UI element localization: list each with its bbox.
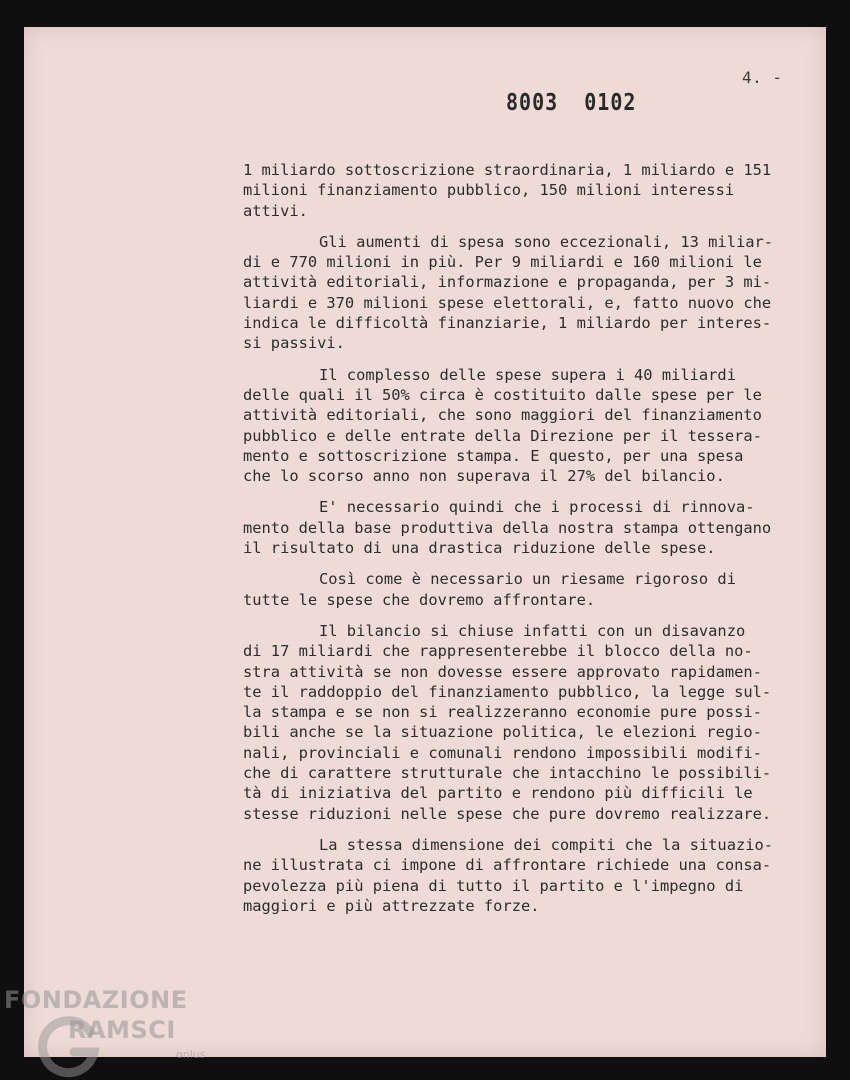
text-line: che di carattere strutturale che intacchino le possibili- xyxy=(243,764,772,783)
archive-code-stamp: 8003 0102 xyxy=(506,88,637,116)
text-line: ne illustrata ci impone di affrontare richiede una consa- xyxy=(243,856,772,875)
typed-body-text xyxy=(243,160,813,927)
text-line: stesse riduzioni nelle spese che pure dovremo realizzare. xyxy=(243,804,772,823)
watermark-line1: FONDAZIONE xyxy=(4,986,188,1014)
text-line: Il complesso delle spese supera i 40 miliardi xyxy=(319,365,736,384)
text-line: delle quali il 50% circa è costituito dalle spese per le xyxy=(243,385,762,404)
text-line: il risultato di una drastica riduzione delle spese. xyxy=(243,539,716,558)
text-line: indica le difficoltà finanziarie, 1 miliardo per interes- xyxy=(243,314,772,333)
text-line: milioni finanziamento pubblico, 150 milioni interessi xyxy=(243,181,735,200)
text-line: di e 770 milioni in più. Per 9 miliardi e 160 milioni le xyxy=(243,253,762,272)
text-line: pubblico e delle entrate della Direzione per il tessera- xyxy=(243,426,762,445)
text-line: di 17 miliardi che rappresenterebbe il blocco della no- xyxy=(243,642,753,661)
text-line: la stampa e se non si realizzeranno economie pure possi- xyxy=(243,703,762,722)
body-paragraph xyxy=(243,160,813,221)
text-line: Così come è necessario un riesame rigoroso di xyxy=(319,570,736,589)
text-line: E' necessario quindi che i processi di rinnova- xyxy=(319,498,755,517)
body-paragraph xyxy=(243,569,813,610)
text-line: te il raddoppio del finanziamento pubblico, la legge sul- xyxy=(243,682,772,701)
watermark-line2: RAMSCI xyxy=(68,1016,176,1044)
fondazione-gramsci-watermark xyxy=(4,986,214,1080)
text-line: si passivi. xyxy=(243,334,345,353)
watermark-sub: onlus xyxy=(176,1048,206,1061)
page-number: 4. - xyxy=(742,68,783,87)
text-line: nali, provinciali e comunali rendono impossibili modifi- xyxy=(243,743,762,762)
text-line: tà di iniziativa del partito e rendono più difficili le xyxy=(243,784,753,803)
text-line: Gli aumenti di spesa sono eccezionali, 13 miliar- xyxy=(319,232,774,251)
text-line: che lo scorso anno non superava il 27% del bilancio. xyxy=(243,467,725,486)
body-paragraph xyxy=(243,835,813,916)
body-paragraph xyxy=(243,232,813,354)
text-line: stra attività se non dovesse essere approvato rapidamen- xyxy=(243,662,762,681)
body-paragraph xyxy=(243,621,813,824)
text-line: mento e sottoscrizione stampa. E questo, per una spesa xyxy=(243,446,744,465)
text-line: attivi. xyxy=(243,201,308,220)
text-line: bili anche se la situazione politica, le elezioni regio- xyxy=(243,723,762,742)
text-line: 1 miliardo sottoscrizione straordinaria, 1 miliardo e 151 xyxy=(243,161,772,179)
text-line: maggiori e più attrezzate forze. xyxy=(243,896,540,915)
text-line: pevolezza più piena di tutto il partito e l'impegno di xyxy=(243,876,744,895)
text-line: liardi e 370 milioni spese elettorali, e, fatto nuovo che xyxy=(243,293,772,312)
text-line: tutte le spese che dovremo affrontare. xyxy=(243,590,596,609)
text-line: Il bilancio si chiuse infatti con un disavanzo xyxy=(319,621,746,640)
text-line: attività editoriali, che sono maggiori del finanziamento xyxy=(243,406,762,425)
body-paragraph xyxy=(243,365,813,487)
text-line: La stessa dimensione dei compiti che la situazio- xyxy=(319,835,774,854)
body-paragraph xyxy=(243,497,813,558)
text-line: mento della base produttiva della nostra stampa ottengano xyxy=(243,518,772,537)
text-line: attività editoriali, informazione e propaganda, per 3 mi- xyxy=(243,273,772,292)
